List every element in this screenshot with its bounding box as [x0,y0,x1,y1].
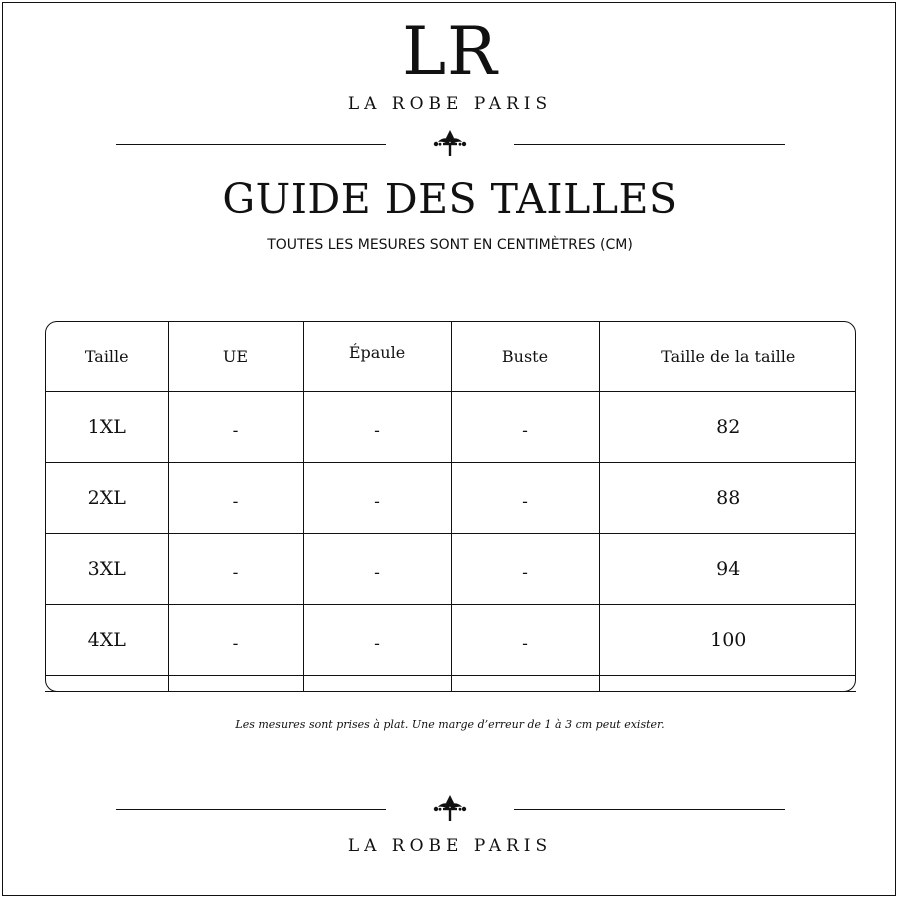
header-buste: Buste [451,322,599,392]
cell-buste: - [451,392,599,463]
cell-buste [451,676,599,693]
divider-left-top [116,144,386,145]
cell-size: 3XL [46,534,168,605]
cell-ue: - [168,534,303,605]
cell-size: 2XL [46,463,168,534]
table-underline [45,691,856,692]
cell-ue [168,676,303,693]
divider-right-bottom [514,809,785,810]
cell-waist [599,676,856,693]
cell-waist: 100 [599,605,856,676]
measurement-note: Les mesures sont prises à plat. Une marge d’erreur de 1 à 3 cm peut exister. [235,718,665,731]
header-taille: Taille [46,322,168,392]
cell-epaule: - [303,605,451,676]
table-row [46,676,856,693]
cell-size: 1XL [46,392,168,463]
cell-size [46,676,168,693]
table-row [46,534,856,605]
cell-waist: 82 [599,392,856,463]
page-subtitle: TOUTES LES MESURES SONT EN CENTIMÈTRES (CM) [267,237,633,253]
header-ue: UE [168,322,303,392]
table-header-row [46,322,856,392]
cell-size: 4XL [46,605,168,676]
logo-monogram: LR [402,13,498,90]
cell-ue: - [168,463,303,534]
cell-epaule: - [303,534,451,605]
size-table [45,321,856,692]
cell-epaule [303,676,451,693]
header-taille-de-la-taille: Taille de la taille [599,322,856,392]
cell-epaule: - [303,463,451,534]
fleur-de-lis-icon [430,129,470,159]
divider-left-bottom [116,809,386,810]
cell-buste: - [451,534,599,605]
cell-ue: - [168,392,303,463]
table-row [46,605,856,676]
page-title: GUIDE DES TAILLES [222,175,678,223]
cell-buste: - [451,605,599,676]
brand-name-bottom: LA ROBE PARIS [347,836,553,856]
cell-buste: - [451,463,599,534]
brand-name-top: LA ROBE PARIS [347,94,553,114]
table-row [46,392,856,463]
fleur-de-lis-icon [430,794,470,824]
header-epaule: Épaule [303,322,451,392]
cell-ue: - [168,605,303,676]
cell-waist: 94 [599,534,856,605]
divider-right-top [514,144,785,145]
table-row [46,463,856,534]
cell-epaule: - [303,392,451,463]
cell-waist: 88 [599,463,856,534]
